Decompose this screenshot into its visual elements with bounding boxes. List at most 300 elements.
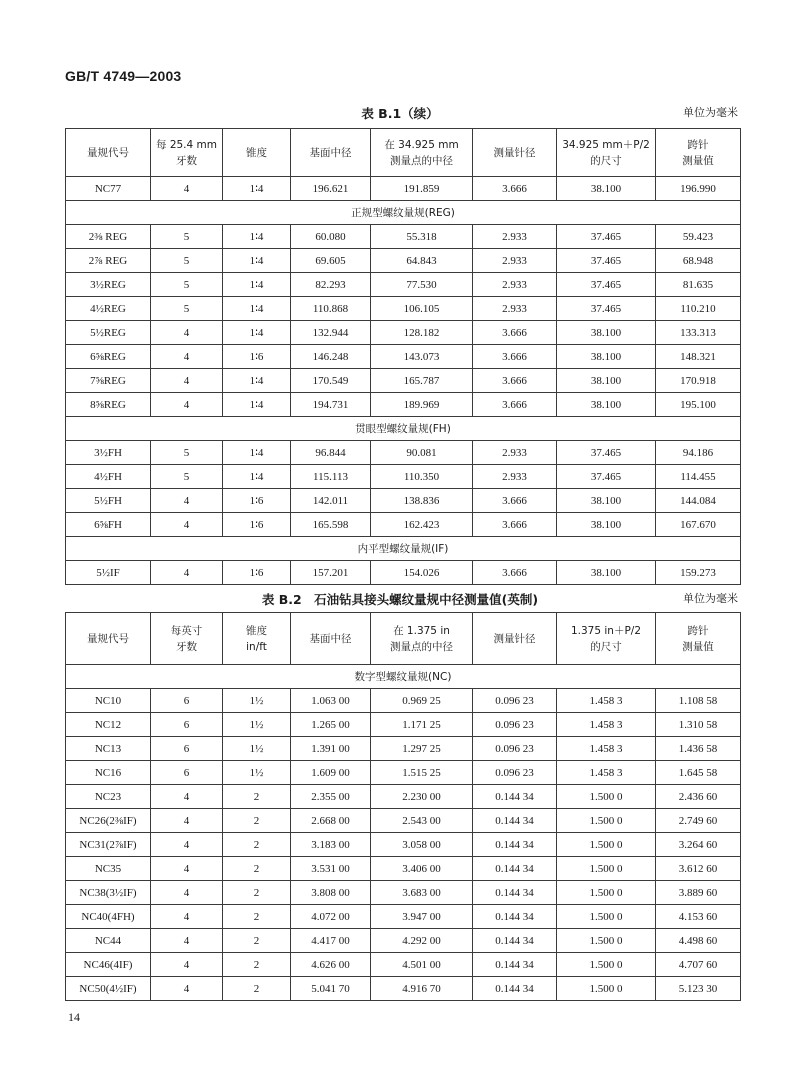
- threads-per-unit-header: [151, 129, 223, 177]
- measurement-over-wires-cell: 4.498 60: [656, 929, 741, 953]
- taper-cell: 2: [223, 881, 291, 905]
- measurement-over-wires-cell: 3.264 60: [656, 833, 741, 857]
- threads-per-unit-cell: 4: [151, 513, 223, 537]
- wire-diameter-cell: 2.933: [473, 225, 557, 249]
- threads-per-unit-cell: 6: [151, 761, 223, 785]
- table-row: [66, 761, 741, 785]
- table-row: [66, 809, 741, 833]
- header-line: 测量点的中径: [390, 640, 453, 653]
- pitch-diameter-at-gauge-point-cell: 138.836: [371, 489, 473, 513]
- base-pitch-diameter-cell: 115.113: [291, 465, 371, 489]
- measurement-over-wires-cell: 1.645 58: [656, 761, 741, 785]
- gauge-point-plus-half-pitch-cell: 38.100: [557, 561, 656, 585]
- pitch-diameter-at-gauge-point-cell: 3.947 00: [371, 905, 473, 929]
- section-heading: 贯眼型螺纹量规(FH): [66, 417, 741, 441]
- gauge-point-plus-half-pitch-cell: 37.465: [557, 465, 656, 489]
- threads-per-unit-cell: 6: [151, 713, 223, 737]
- gauge-point-plus-half-pitch-cell: 38.100: [557, 513, 656, 537]
- header-line: 测量针径: [493, 146, 536, 159]
- gauge-code-header: [66, 129, 151, 177]
- gauge-code-cell: NC46(4IF): [66, 953, 151, 977]
- threads-per-unit-cell: 6: [151, 689, 223, 713]
- table-b2: [65, 612, 741, 1001]
- pitch-diameter-at-gauge-point-header: [371, 129, 473, 177]
- base-pitch-diameter-cell: 4.417 00: [291, 929, 371, 953]
- base-pitch-diameter-cell: 4.626 00: [291, 953, 371, 977]
- measurement-over-wires-cell: 81.635: [656, 273, 741, 297]
- gauge-point-plus-half-pitch-cell: 1.500 0: [557, 785, 656, 809]
- header-line: in/ft: [246, 640, 267, 653]
- gauge-code-cell: 3½FH: [66, 441, 151, 465]
- table-row: [66, 833, 741, 857]
- base-pitch-diameter-cell: 196.621: [291, 177, 371, 201]
- base-pitch-diameter-cell: 69.605: [291, 249, 371, 273]
- table-row: [66, 177, 741, 201]
- gauge-code-cell: NC38(3½IF): [66, 881, 151, 905]
- gauge-point-plus-half-pitch-cell: 38.100: [557, 393, 656, 417]
- gauge-code-cell: 6⅝REG: [66, 345, 151, 369]
- measurement-over-wires-cell: 1.108 58: [656, 689, 741, 713]
- threads-per-unit-cell: 5: [151, 249, 223, 273]
- base-pitch-diameter-cell: 1.391 00: [291, 737, 371, 761]
- table-body: [66, 177, 741, 585]
- threads-per-unit-cell: 4: [151, 393, 223, 417]
- wire-diameter-cell: 3.666: [473, 369, 557, 393]
- gauge-point-plus-half-pitch-header: [557, 613, 656, 665]
- base-pitch-diameter-cell: 194.731: [291, 393, 371, 417]
- gauge-code-header: [66, 613, 151, 665]
- base-pitch-diameter-cell: 170.549: [291, 369, 371, 393]
- gauge-code-cell: NC50(4½IF): [66, 977, 151, 1001]
- threads-per-unit-cell: 5: [151, 465, 223, 489]
- base-pitch-diameter-cell: 3.183 00: [291, 833, 371, 857]
- pitch-diameter-at-gauge-point-cell: 3.406 00: [371, 857, 473, 881]
- header-row: [66, 613, 741, 665]
- pitch-diameter-at-gauge-point-cell: 2.543 00: [371, 809, 473, 833]
- wire-diameter-cell: 3.666: [473, 561, 557, 585]
- table-b1-title: 表 B.1（续）: [361, 106, 439, 121]
- gauge-code-cell: NC13: [66, 737, 151, 761]
- table-b2-unit-note: 单位为毫米: [683, 592, 738, 605]
- table-b2-title: 表 B.2 石油钻具接头螺纹量规中径测量值(英制): [261, 592, 539, 607]
- pitch-diameter-at-gauge-point-cell: 3.058 00: [371, 833, 473, 857]
- base-pitch-diameter-cell: 2.668 00: [291, 809, 371, 833]
- taper-cell: 1∶4: [223, 225, 291, 249]
- gauge-point-plus-half-pitch-cell: 1.500 0: [557, 857, 656, 881]
- measurement-over-wires-cell: 148.321: [656, 345, 741, 369]
- taper-cell: 1∶4: [223, 177, 291, 201]
- header-line: 牙数: [176, 640, 197, 653]
- gauge-point-plus-half-pitch-header: [557, 129, 656, 177]
- threads-per-unit-cell: 4: [151, 561, 223, 585]
- header-line: 基面中径: [309, 146, 352, 159]
- wire-diameter-cell: 0.144 34: [473, 881, 557, 905]
- base-pitch-diameter-cell: 132.944: [291, 321, 371, 345]
- header-line: 每 25.4 mm: [155, 138, 217, 151]
- taper-cell: 1∶6: [223, 561, 291, 585]
- header-line: 测量值: [682, 154, 714, 167]
- pitch-diameter-at-gauge-point-cell: 1.171 25: [371, 713, 473, 737]
- threads-per-unit-cell: 4: [151, 977, 223, 1001]
- header-line: 跨针: [687, 624, 709, 637]
- base-pitch-diameter-cell: 1.609 00: [291, 761, 371, 785]
- base-pitch-diameter-cell: 1.063 00: [291, 689, 371, 713]
- threads-per-unit-cell: 4: [151, 369, 223, 393]
- taper-cell: 2: [223, 929, 291, 953]
- gauge-code-cell: 5½REG: [66, 321, 151, 345]
- table-header: [66, 613, 741, 665]
- wire-diameter-cell: 3.666: [473, 489, 557, 513]
- taper-cell: 2: [223, 785, 291, 809]
- base-pitch-diameter-cell: 96.844: [291, 441, 371, 465]
- table-header: [66, 129, 741, 177]
- gauge-point-plus-half-pitch-cell: 1.500 0: [557, 953, 656, 977]
- base-pitch-diameter-header: [291, 613, 371, 665]
- pitch-diameter-at-gauge-point-cell: 106.105: [371, 297, 473, 321]
- pitch-diameter-at-gauge-point-cell: 165.787: [371, 369, 473, 393]
- measurement-over-wires-cell: 4.153 60: [656, 905, 741, 929]
- pitch-diameter-at-gauge-point-cell: 189.969: [371, 393, 473, 417]
- taper-cell: 1∶4: [223, 465, 291, 489]
- header-line: 在 1.375 in: [393, 624, 450, 637]
- table-row: [66, 321, 741, 345]
- measurement-over-wires-cell: 3.889 60: [656, 881, 741, 905]
- gauge-code-cell: NC40(4FH): [66, 905, 151, 929]
- table-row: [66, 225, 741, 249]
- gauge-point-plus-half-pitch-cell: 37.465: [557, 297, 656, 321]
- wire-diameter-cell: 2.933: [473, 249, 557, 273]
- gauge-point-plus-half-pitch-cell: 1.458 3: [557, 713, 656, 737]
- taper-cell: 1∶4: [223, 273, 291, 297]
- header-line: 1.375 in＋P/2: [570, 624, 642, 637]
- gauge-code-cell: NC44: [66, 929, 151, 953]
- pitch-diameter-at-gauge-point-cell: 90.081: [371, 441, 473, 465]
- taper-cell: 1∶4: [223, 369, 291, 393]
- taper-cell: 1∶4: [223, 441, 291, 465]
- taper-cell: 1∶6: [223, 489, 291, 513]
- pitch-diameter-at-gauge-point-cell: 64.843: [371, 249, 473, 273]
- table-row: [66, 857, 741, 881]
- gauge-point-plus-half-pitch-cell: 1.458 3: [557, 737, 656, 761]
- section-row: [66, 665, 741, 689]
- table-row: [66, 297, 741, 321]
- measurement-over-wires-cell: 196.990: [656, 177, 741, 201]
- gauge-point-plus-half-pitch-cell: 37.465: [557, 441, 656, 465]
- measurement-over-wires-cell: 133.313: [656, 321, 741, 345]
- wire-diameter-cell: 0.144 34: [473, 809, 557, 833]
- gauge-code-cell: 4½FH: [66, 465, 151, 489]
- gauge-point-plus-half-pitch-cell: 1.500 0: [557, 833, 656, 857]
- pitch-diameter-at-gauge-point-cell: 4.916 70: [371, 977, 473, 1001]
- pitch-diameter-at-gauge-point-cell: 77.530: [371, 273, 473, 297]
- threads-per-unit-cell: 5: [151, 441, 223, 465]
- base-pitch-diameter-cell: 157.201: [291, 561, 371, 585]
- gauge-code-cell: 2⅜ REG: [66, 225, 151, 249]
- gauge-code-cell: 3½REG: [66, 273, 151, 297]
- measurement-over-wires-header: [656, 129, 741, 177]
- wire-diameter-cell: 3.666: [473, 177, 557, 201]
- taper-cell: 1∶6: [223, 513, 291, 537]
- pitch-diameter-at-gauge-point-cell: 2.230 00: [371, 785, 473, 809]
- header-line: 量规代号: [87, 632, 129, 645]
- pitch-diameter-at-gauge-point-cell: 1.515 25: [371, 761, 473, 785]
- section-row: [66, 537, 741, 561]
- wire-diameter-cell: 3.666: [473, 321, 557, 345]
- pitch-diameter-at-gauge-point-header: [371, 613, 473, 665]
- threads-per-unit-cell: 4: [151, 489, 223, 513]
- wire-diameter-cell: 0.144 34: [473, 929, 557, 953]
- table-row: [66, 345, 741, 369]
- gauge-point-plus-half-pitch-cell: 38.100: [557, 489, 656, 513]
- measurement-over-wires-cell: 110.210: [656, 297, 741, 321]
- wire-diameter-cell: 3.666: [473, 393, 557, 417]
- measurement-over-wires-cell: 2.749 60: [656, 809, 741, 833]
- threads-per-unit-cell: 4: [151, 177, 223, 201]
- taper-cell: 1∶4: [223, 297, 291, 321]
- gauge-point-plus-half-pitch-cell: 1.500 0: [557, 809, 656, 833]
- gauge-code-cell: NC31(2⅞IF): [66, 833, 151, 857]
- threads-per-unit-cell: 4: [151, 833, 223, 857]
- table-row: [66, 369, 741, 393]
- table-row: [66, 393, 741, 417]
- base-pitch-diameter-cell: 142.011: [291, 489, 371, 513]
- threads-per-unit-cell: 4: [151, 953, 223, 977]
- gauge-point-plus-half-pitch-cell: 1.500 0: [557, 905, 656, 929]
- base-pitch-diameter-cell: 2.355 00: [291, 785, 371, 809]
- taper-cell: 1∶4: [223, 321, 291, 345]
- measurement-over-wires-cell: 3.612 60: [656, 857, 741, 881]
- measurement-over-wires-cell: 5.123 30: [656, 977, 741, 1001]
- gauge-point-plus-half-pitch-cell: 38.100: [557, 321, 656, 345]
- measurement-over-wires-cell: 170.918: [656, 369, 741, 393]
- base-pitch-diameter-cell: 4.072 00: [291, 905, 371, 929]
- gauge-code-cell: NC35: [66, 857, 151, 881]
- taper-cell: 1∶6: [223, 345, 291, 369]
- pitch-diameter-at-gauge-point-cell: 128.182: [371, 321, 473, 345]
- threads-per-unit-cell: 4: [151, 929, 223, 953]
- measurement-over-wires-cell: 1.436 58: [656, 737, 741, 761]
- wire-diameter-cell: 0.144 34: [473, 977, 557, 1001]
- threads-per-unit-cell: 4: [151, 857, 223, 881]
- table-row: [66, 465, 741, 489]
- measurement-over-wires-cell: 94.186: [656, 441, 741, 465]
- table-row: [66, 953, 741, 977]
- gauge-point-plus-half-pitch-cell: 38.100: [557, 345, 656, 369]
- header-line: 测量针径: [493, 632, 536, 645]
- taper-cell: 1½: [223, 737, 291, 761]
- wire-diameter-cell: 2.933: [473, 297, 557, 321]
- header-line: 的尺寸: [590, 154, 622, 167]
- wire-diameter-cell: 3.666: [473, 345, 557, 369]
- table-b1: [65, 128, 741, 585]
- gauge-code-cell: 7⅝REG: [66, 369, 151, 393]
- section-heading: 正规型螺纹量规(REG): [66, 201, 741, 225]
- header-line: 锥度: [246, 624, 267, 637]
- header-line: 每英寸: [170, 624, 203, 637]
- measurement-over-wires-cell: 167.670: [656, 513, 741, 537]
- measurement-over-wires-cell: 195.100: [656, 393, 741, 417]
- threads-per-unit-header: [151, 613, 223, 665]
- threads-per-unit-cell: 4: [151, 321, 223, 345]
- section-heading: 内平型螺纹量规(IF): [66, 537, 741, 561]
- threads-per-unit-cell: 5: [151, 297, 223, 321]
- threads-per-unit-cell: 5: [151, 225, 223, 249]
- header-line: 跨针: [687, 138, 709, 151]
- gauge-code-cell: NC10: [66, 689, 151, 713]
- gauge-code-cell: 5½IF: [66, 561, 151, 585]
- header-line: 量规代号: [87, 146, 129, 159]
- base-pitch-diameter-cell: 5.041 70: [291, 977, 371, 1001]
- wire-diameter-header: [473, 129, 557, 177]
- pitch-diameter-at-gauge-point-cell: 4.501 00: [371, 953, 473, 977]
- header-line: 牙数: [176, 154, 197, 167]
- gauge-code-cell: NC26(2⅜IF): [66, 809, 151, 833]
- base-pitch-diameter-header: [291, 129, 371, 177]
- taper-cell: 1½: [223, 761, 291, 785]
- gauge-point-plus-half-pitch-cell: 37.465: [557, 249, 656, 273]
- pitch-diameter-at-gauge-point-cell: 110.350: [371, 465, 473, 489]
- pitch-diameter-at-gauge-point-cell: 162.423: [371, 513, 473, 537]
- wire-diameter-cell: 2.933: [473, 273, 557, 297]
- base-pitch-diameter-cell: 3.531 00: [291, 857, 371, 881]
- section-row: [66, 201, 741, 225]
- measurement-over-wires-cell: 4.707 60: [656, 953, 741, 977]
- base-pitch-diameter-cell: 60.080: [291, 225, 371, 249]
- wire-diameter-cell: 0.096 23: [473, 713, 557, 737]
- table-row: [66, 737, 741, 761]
- pitch-diameter-at-gauge-point-cell: 1.297 25: [371, 737, 473, 761]
- header-line: 34.925 mm＋P/2: [562, 138, 650, 151]
- gauge-code-cell: 4½REG: [66, 297, 151, 321]
- gauge-point-plus-half-pitch-cell: 37.465: [557, 225, 656, 249]
- gauge-point-plus-half-pitch-cell: 38.100: [557, 177, 656, 201]
- table-row: [66, 713, 741, 737]
- pitch-diameter-at-gauge-point-cell: 4.292 00: [371, 929, 473, 953]
- taper-cell: 1∶4: [223, 393, 291, 417]
- gauge-code-cell: 5½FH: [66, 489, 151, 513]
- taper-cell: 1½: [223, 689, 291, 713]
- threads-per-unit-cell: 4: [151, 881, 223, 905]
- measurement-over-wires-cell: 1.310 58: [656, 713, 741, 737]
- threads-per-unit-cell: 4: [151, 785, 223, 809]
- base-pitch-diameter-cell: 165.598: [291, 513, 371, 537]
- page-number: 14: [68, 1010, 80, 1024]
- taper-cell: 2: [223, 953, 291, 977]
- base-pitch-diameter-cell: 82.293: [291, 273, 371, 297]
- wire-diameter-cell: 0.144 34: [473, 905, 557, 929]
- table-row: [66, 881, 741, 905]
- document-code: GB/T 4749—2003: [65, 68, 182, 84]
- measurement-over-wires-cell: 68.948: [656, 249, 741, 273]
- taper-cell: 2: [223, 809, 291, 833]
- table-row: [66, 513, 741, 537]
- gauge-code-cell: 2⅞ REG: [66, 249, 151, 273]
- gauge-point-plus-half-pitch-cell: 1.500 0: [557, 929, 656, 953]
- wire-diameter-cell: 0.096 23: [473, 737, 557, 761]
- taper-cell: 1∶4: [223, 249, 291, 273]
- threads-per-unit-cell: 4: [151, 905, 223, 929]
- wire-diameter-header: [473, 613, 557, 665]
- header-line: 在 34.925 mm: [384, 138, 459, 151]
- table-body: [66, 665, 741, 1001]
- wire-diameter-cell: 0.096 23: [473, 689, 557, 713]
- gauge-point-plus-half-pitch-cell: 37.465: [557, 273, 656, 297]
- base-pitch-diameter-cell: 1.265 00: [291, 713, 371, 737]
- gauge-point-plus-half-pitch-cell: 38.100: [557, 369, 656, 393]
- section-row: [66, 417, 741, 441]
- table-row: [66, 249, 741, 273]
- gauge-point-plus-half-pitch-cell: 1.500 0: [557, 977, 656, 1001]
- taper-cell: 1½: [223, 713, 291, 737]
- threads-per-unit-cell: 4: [151, 345, 223, 369]
- gauge-code-cell: 6⅝FH: [66, 513, 151, 537]
- wire-diameter-cell: 2.933: [473, 441, 557, 465]
- taper-cell: 2: [223, 905, 291, 929]
- base-pitch-diameter-cell: 3.808 00: [291, 881, 371, 905]
- taper-cell: 2: [223, 857, 291, 881]
- gauge-point-plus-half-pitch-cell: 1.458 3: [557, 761, 656, 785]
- gauge-code-cell: NC12: [66, 713, 151, 737]
- taper-cell: 2: [223, 833, 291, 857]
- pitch-diameter-at-gauge-point-cell: 154.026: [371, 561, 473, 585]
- gauge-code-cell: NC23: [66, 785, 151, 809]
- header-line: 基面中径: [309, 632, 352, 645]
- wire-diameter-cell: 0.144 34: [473, 857, 557, 881]
- measurement-over-wires-header: [656, 613, 741, 665]
- base-pitch-diameter-cell: 146.248: [291, 345, 371, 369]
- taper-header: [223, 613, 291, 665]
- table-row: [66, 785, 741, 809]
- table-row: [66, 929, 741, 953]
- taper-header: [223, 129, 291, 177]
- wire-diameter-cell: 0.144 34: [473, 833, 557, 857]
- wire-diameter-cell: 2.933: [473, 465, 557, 489]
- pitch-diameter-at-gauge-point-cell: 3.683 00: [371, 881, 473, 905]
- threads-per-unit-cell: 4: [151, 809, 223, 833]
- gauge-point-plus-half-pitch-cell: 1.500 0: [557, 881, 656, 905]
- section-heading: 数字型螺纹量规(NC): [66, 665, 741, 689]
- measurement-over-wires-cell: 159.273: [656, 561, 741, 585]
- gauge-code-cell: 8⅝REG: [66, 393, 151, 417]
- pitch-diameter-at-gauge-point-cell: 0.969 25: [371, 689, 473, 713]
- wire-diameter-cell: 0.144 34: [473, 785, 557, 809]
- table-row: [66, 441, 741, 465]
- pitch-diameter-at-gauge-point-cell: 191.859: [371, 177, 473, 201]
- table-row: [66, 977, 741, 1001]
- wire-diameter-cell: 3.666: [473, 513, 557, 537]
- header-line: 的尺寸: [590, 640, 622, 653]
- header-line: 测量点的中径: [390, 154, 453, 167]
- gauge-code-cell: NC77: [66, 177, 151, 201]
- gauge-code-cell: NC16: [66, 761, 151, 785]
- base-pitch-diameter-cell: 110.868: [291, 297, 371, 321]
- wire-diameter-cell: 0.144 34: [473, 953, 557, 977]
- measurement-over-wires-cell: 2.436 60: [656, 785, 741, 809]
- table-row: [66, 273, 741, 297]
- threads-per-unit-cell: 6: [151, 737, 223, 761]
- threads-per-unit-cell: 5: [151, 273, 223, 297]
- table-b1-unit-note: 单位为毫米: [683, 106, 738, 119]
- header-line: 锥度: [246, 146, 267, 159]
- gauge-point-plus-half-pitch-cell: 1.458 3: [557, 689, 656, 713]
- pitch-diameter-at-gauge-point-cell: 143.073: [371, 345, 473, 369]
- wire-diameter-cell: 0.096 23: [473, 761, 557, 785]
- taper-cell: 2: [223, 977, 291, 1001]
- table-row: [66, 905, 741, 929]
- table-row: [66, 489, 741, 513]
- measurement-over-wires-cell: 114.455: [656, 465, 741, 489]
- header-row: [66, 129, 741, 177]
